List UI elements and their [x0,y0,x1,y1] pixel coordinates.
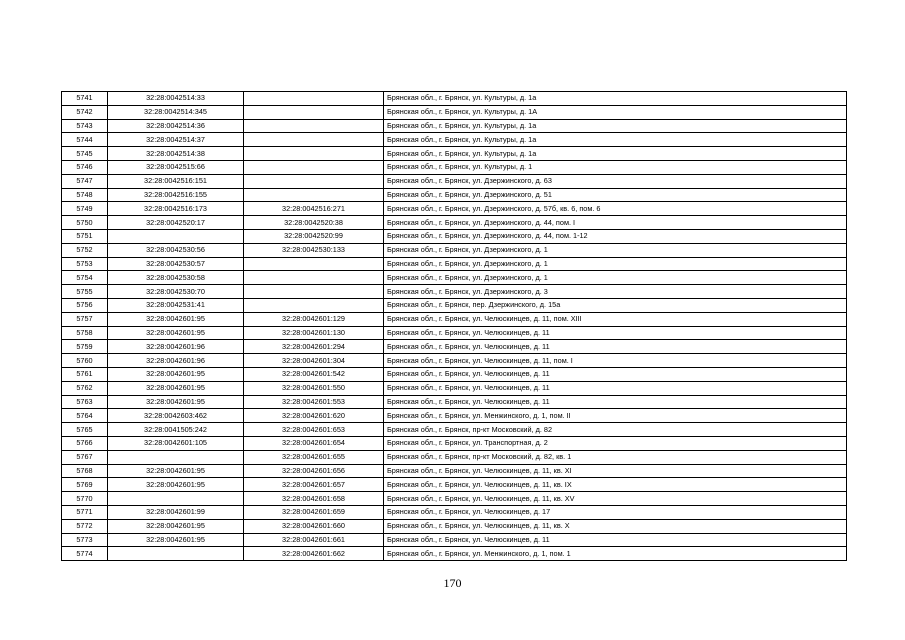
address-cell: Брянская обл., г. Брянск, ул. Дзержинского, д. 1 [384,271,847,285]
address-cell: Брянская обл., г. Брянск, ул. Челюскинцев, д. 11, кв. XV [384,492,847,506]
row-number-cell: 5769 [62,478,108,492]
building-cadastral-number-cell [244,147,384,161]
row-number-cell: 5770 [62,492,108,506]
building-cadastral-number-cell: 32:28:0042601:130 [244,326,384,340]
building-cadastral-number-cell [244,92,384,106]
row-number-cell: 5754 [62,271,108,285]
table-row [62,271,847,285]
table-row [62,423,847,437]
cadastral-number-cell: 32:28:0042603:462 [108,409,244,423]
property-table [61,91,847,561]
address-cell: Брянская обл., г. Брянск, ул. Дзержинского, д. 51 [384,188,847,202]
row-number-cell: 5742 [62,105,108,119]
table-row [62,202,847,216]
table-row [62,243,847,257]
property-table-body [62,92,847,561]
address-cell: Брянская обл., г. Брянск, ул. Челюскинцев, д. 11 [384,326,847,340]
row-number-cell: 5749 [62,202,108,216]
row-number-cell: 5750 [62,216,108,230]
row-number-cell: 5759 [62,340,108,354]
table-row [62,160,847,174]
row-number-cell: 5744 [62,133,108,147]
table-row [62,133,847,147]
building-cadastral-number-cell: 32:28:0042601:304 [244,354,384,368]
building-cadastral-number-cell: 32:28:0042601:129 [244,312,384,326]
cadastral-number-cell [108,229,244,243]
cadastral-number-cell: 32:28:0042514:36 [108,119,244,133]
address-cell: Брянская обл., г. Брянск, ул. Челюскинцев, д. 11 [384,340,847,354]
address-cell: Брянская обл., г. Брянск, ул. Челюскинцев, д. 11, пом. I [384,354,847,368]
building-cadastral-number-cell: 32:28:0042601:542 [244,367,384,381]
row-number-cell: 5772 [62,519,108,533]
table-row [62,174,847,188]
row-number-cell: 5746 [62,160,108,174]
building-cadastral-number-cell [244,188,384,202]
row-number-cell: 5774 [62,547,108,561]
row-number-cell: 5752 [62,243,108,257]
address-cell: Брянская обл., г. Брянск, ул. Челюскинцев, д. 17 [384,505,847,519]
row-number-cell: 5758 [62,326,108,340]
table-row [62,381,847,395]
building-cadastral-number-cell: 32:28:0042601:657 [244,478,384,492]
address-cell: Брянская обл., г. Брянск, ул. Челюскинцев, д. 11, пом. XIII [384,312,847,326]
building-cadastral-number-cell: 32:28:0042601:656 [244,464,384,478]
building-cadastral-number-cell: 32:28:0042601:653 [244,423,384,437]
table-row [62,326,847,340]
row-number-cell: 5761 [62,367,108,381]
cadastral-number-cell: 32:28:0042601:95 [108,395,244,409]
building-cadastral-number-cell: 32:28:0042601:620 [244,409,384,423]
table-row [62,105,847,119]
building-cadastral-number-cell [244,133,384,147]
row-number-cell: 5743 [62,119,108,133]
cadastral-number-cell: 32:28:0042516:151 [108,174,244,188]
table-row [62,436,847,450]
building-cadastral-number-cell [244,174,384,188]
address-cell: Брянская обл., г. Брянск, ул. Дзержинского, д. 44, пом. 1-12 [384,229,847,243]
table-row [62,533,847,547]
cadastral-number-cell: 32:28:0041505:242 [108,423,244,437]
row-number-cell: 5762 [62,381,108,395]
address-cell: Брянская обл., г. Брянск, ул. Культуры, д. 1а [384,147,847,161]
table-row [62,298,847,312]
row-number-cell: 5760 [62,354,108,368]
cadastral-number-cell: 32:28:0042601:96 [108,340,244,354]
table-row [62,505,847,519]
table-row [62,367,847,381]
building-cadastral-number-cell: 32:28:0042601:550 [244,381,384,395]
address-cell: Брянская обл., г. Брянск, ул. Челюскинцев, д. 11, кв. IX [384,478,847,492]
table-row [62,395,847,409]
cadastral-number-cell: 32:28:0042601:96 [108,354,244,368]
table-row [62,119,847,133]
address-cell: Брянская обл., г. Брянск, ул. Культуры, д. 1а [384,119,847,133]
cadastral-number-cell: 32:28:0042601:95 [108,478,244,492]
cadastral-number-cell: 32:28:0042601:95 [108,519,244,533]
cadastral-number-cell: 32:28:0042530:58 [108,271,244,285]
row-number-cell: 5751 [62,229,108,243]
building-cadastral-number-cell: 32:28:0042601:660 [244,519,384,533]
row-number-cell: 5768 [62,464,108,478]
address-cell: Брянская обл., г. Брянск, ул. Челюскинцев, д. 11 [384,395,847,409]
building-cadastral-number-cell [244,105,384,119]
row-number-cell: 5773 [62,533,108,547]
cadastral-number-cell: 32:28:0042601:95 [108,312,244,326]
address-cell: Брянская обл., г. Брянск, ул. Культуры, д. 1а [384,133,847,147]
building-cadastral-number-cell: 32:28:0042520:99 [244,229,384,243]
cadastral-number-cell: 32:28:0042601:95 [108,367,244,381]
row-number-cell: 5765 [62,423,108,437]
address-cell: Брянская обл., г. Брянск, ул. Челюскинцев, д. 11 [384,533,847,547]
row-number-cell: 5771 [62,505,108,519]
table-row [62,354,847,368]
address-cell: Брянская обл., г. Брянск, пр-кт Московский, д. 82, кв. 1 [384,450,847,464]
building-cadastral-number-cell [244,271,384,285]
row-number-cell: 5745 [62,147,108,161]
row-number-cell: 5766 [62,436,108,450]
address-cell: Брянская обл., г. Брянск, ул. Дзержинского, д. 57б, кв. 6, пом. 6 [384,202,847,216]
address-cell: Брянская обл., г. Брянск, ул. Челюскинцев, д. 11 [384,381,847,395]
cadastral-number-cell: 32:28:0042601:95 [108,326,244,340]
row-number-cell: 5763 [62,395,108,409]
cadastral-number-cell: 32:28:0042601:95 [108,381,244,395]
building-cadastral-number-cell: 32:28:0042516:271 [244,202,384,216]
cadastral-number-cell: 32:28:0042531:41 [108,298,244,312]
address-cell: Брянская обл., г. Брянск, ул. Дзержинского, д. 1 [384,257,847,271]
table-row [62,229,847,243]
address-cell: Брянская обл., г. Брянск, пр-кт Московский, д. 82 [384,423,847,437]
cadastral-number-cell: 32:28:0042515:66 [108,160,244,174]
table-row [62,257,847,271]
cadastral-number-cell: 32:28:0042601:95 [108,464,244,478]
address-cell: Брянская обл., г. Брянск, ул. Менжинского, д. 1, пом. 1 [384,547,847,561]
table-row [62,340,847,354]
building-cadastral-number-cell: 32:28:0042601:658 [244,492,384,506]
address-cell: Брянская обл., г. Брянск, ул. Менжинского, д. 1, пом. II [384,409,847,423]
row-number-cell: 5767 [62,450,108,464]
building-cadastral-number-cell: 32:28:0042601:659 [244,505,384,519]
building-cadastral-number-cell [244,257,384,271]
building-cadastral-number-cell [244,160,384,174]
cadastral-number-cell: 32:28:0042516:155 [108,188,244,202]
address-cell: Брянская обл., г. Брянск, ул. Культуры, д. 1а [384,92,847,106]
cadastral-number-cell: 32:28:0042514:33 [108,92,244,106]
building-cadastral-number-cell [244,119,384,133]
address-cell: Брянская обл., г. Брянск, ул. Дзержинского, д. 1 [384,243,847,257]
table-row [62,492,847,506]
cadastral-number-cell: 32:28:0042520:17 [108,216,244,230]
row-number-cell: 5741 [62,92,108,106]
cadastral-number-cell: 32:28:0042530:70 [108,285,244,299]
address-cell: Брянская обл., г. Брянск, ул. Культуры, д. 1А [384,105,847,119]
address-cell: Брянская обл., г. Брянск, ул. Челюскинцев, д. 11 [384,367,847,381]
address-cell: Брянская обл., г. Брянск, пер. Дзержинского, д. 15а [384,298,847,312]
table-row [62,464,847,478]
table-row [62,216,847,230]
address-cell: Брянская обл., г. Брянск, ул. Челюскинцев, д. 11, кв. X [384,519,847,533]
address-cell: Брянская обл., г. Брянск, ул. Транспортная, д. 2 [384,436,847,450]
table-row [62,147,847,161]
table-row [62,478,847,492]
address-cell: Брянская обл., г. Брянск, ул. Челюскинцев, д. 11, кв. XI [384,464,847,478]
row-number-cell: 5747 [62,174,108,188]
row-number-cell: 5753 [62,257,108,271]
building-cadastral-number-cell: 32:28:0042601:655 [244,450,384,464]
table-row [62,285,847,299]
cadastral-number-cell: 32:28:0042601:105 [108,436,244,450]
building-cadastral-number-cell: 32:28:0042601:553 [244,395,384,409]
row-number-cell: 5764 [62,409,108,423]
page-number: 170 [443,576,462,590]
cadastral-number-cell [108,547,244,561]
building-cadastral-number-cell: 32:28:0042530:133 [244,243,384,257]
building-cadastral-number-cell: 32:28:0042601:294 [244,340,384,354]
address-cell: Брянская обл., г. Брянск, ул. Дзержинского, д. 63 [384,174,847,188]
row-number-cell: 5757 [62,312,108,326]
table-row [62,519,847,533]
row-number-cell: 5756 [62,298,108,312]
table-row [62,450,847,464]
cadastral-number-cell [108,492,244,506]
cadastral-number-cell: 32:28:0042530:56 [108,243,244,257]
row-number-cell: 5748 [62,188,108,202]
building-cadastral-number-cell: 32:28:0042520:38 [244,216,384,230]
building-cadastral-number-cell: 32:28:0042601:662 [244,547,384,561]
cadastral-number-cell: 32:28:0042601:99 [108,505,244,519]
cadastral-number-cell [108,450,244,464]
building-cadastral-number-cell [244,285,384,299]
building-cadastral-number-cell [244,298,384,312]
address-cell: Брянская обл., г. Брянск, ул. Дзержинского, д. 3 [384,285,847,299]
cadastral-number-cell: 32:28:0042514:37 [108,133,244,147]
building-cadastral-number-cell: 32:28:0042601:654 [244,436,384,450]
building-cadastral-number-cell: 32:28:0042601:661 [244,533,384,547]
cadastral-number-cell: 32:28:0042530:57 [108,257,244,271]
cadastral-number-cell: 32:28:0042514:38 [108,147,244,161]
cadastral-number-cell: 32:28:0042516:173 [108,202,244,216]
row-number-cell: 5755 [62,285,108,299]
property-table-wrapper [61,91,846,561]
cadastral-number-cell: 32:28:0042601:95 [108,533,244,547]
address-cell: Брянская обл., г. Брянск, ул. Культуры, д. 1 [384,160,847,174]
table-row [62,409,847,423]
table-row [62,547,847,561]
table-row [62,92,847,106]
cadastral-number-cell: 32:28:0042514:345 [108,105,244,119]
table-row [62,312,847,326]
table-row [62,188,847,202]
address-cell: Брянская обл., г. Брянск, ул. Дзержинского, д. 44, пом. I [384,216,847,230]
